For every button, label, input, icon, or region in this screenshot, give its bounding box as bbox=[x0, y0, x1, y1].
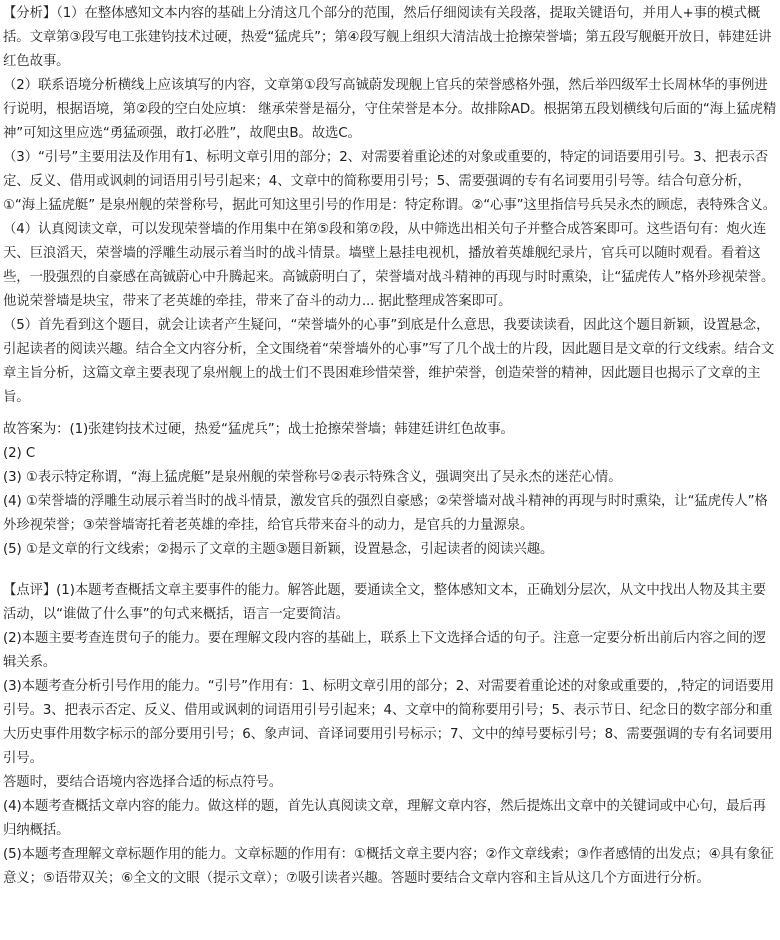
analysis-section bbox=[3, 2, 777, 410]
section-spacer bbox=[3, 410, 777, 418]
answer-line-2: (2) C bbox=[3, 446, 36, 461]
analysis-paragraph-2: （2）联系语境分析横线上应该填写的内容，文章第①段写高铖蔚发现舰上官兵的荣誉感格外强，然后举四级军士长周林华的事例进行说明，根据语境，第②段的空白处应填： 继承荣誉是福分，守住荣誉是本分。故排除AD。根据第五段划横线句后面的“海上猛虎精神”可知这里应选“勇猛顽强，敢打必胜”，故爬虫B。故选C。 bbox=[3, 78, 777, 141]
answer-line-3: (3) ①表示特定称谓，“海上猛虎艇”是泉州舰的荣誉称号②表示特殊含义，强调突出了吴永杰的迷茫心情。 bbox=[3, 470, 622, 485]
answer-line-4: (4) ①荣誉墙的浮雕生动展示着当时的战斗情景，激发官兵的强烈自豪感；②荣誉墙对战斗精神的再现与时时熏染，让“猛虎传人”格外珍视荣誉；③荣誉墙寄托着老英雄的牵挂，给官兵带来奋斗的动力，是官兵的力量源泉。 bbox=[3, 494, 768, 533]
analysis-paragraph-3: （3）“引号”主要用法及作用有1、标明文章引用的部分；2、对需要着重论述的对象或重要的，特定的词语要用引号。3、把表示否定、反义、借用或讽刺的词语用引号引起来；4、文章中的简称要用引号；5、需要强调的专有名词要用引号等。结合句意分析，①“海上猛虎艇” 是泉州舰的荣誉称号，据此可知这里引号的作用是：特定称谓。②“心事”这里指信号兵吴永杰的顾虑，表特殊含义。 bbox=[3, 150, 777, 213]
answer-line-5: (5) ①是文章的行文线索；②揭示了文章的主题③题目新颖，设置悬念，引起读者的阅读兴趣。 bbox=[3, 542, 554, 557]
analysis-paragraph-4: （4）认真阅读文章，可以发现荣誉墙的作用集中在第⑤段和第⑦段，从中筛选出相关句子并整合成答案即可。这些语句有：炮火连天、巨浪滔天，荣誉墙的浮雕生动展示着当时的战斗情景。墙壁上悬挂电视机，播放着英雄舰纪录片，官兵可以随时观看。看着这些，一股强烈的自豪感在高铖蔚心中升腾起来。高铖蔚明白了，荣誉墙对战斗精神的再现与时时熏染，让“猛虎传人”格外珍视荣誉。他说荣誉墙是块宝，带来了老英雄的牵挂，带来了奋斗的动力... 据此整理成答案即可。 bbox=[3, 222, 775, 309]
comment-paragraph-2: (2)本题主要考查连贯句子的能力。要在理解文段内容的基础上，联系上下文选择合适的句子。注意一定要分析出前后内容之间的逻辑关系。 bbox=[3, 631, 766, 670]
answers-section bbox=[3, 418, 777, 562]
analysis-paragraph-5: （5）首先看到这个题目，就会让读者产生疑问，“荣誉墙外的心事”到底是什么意思，我要读读看，因此这个题目新颖，设置悬念，引起读者的阅读兴趣。结合全文内容分析，全文围绕着“荣誉墙外的心事”写了几个战士的片段，因此题目是文章的行文线索。结合文章主旨分析，这篇文章主要表现了泉州舰上的战士们不畏困难珍惜荣誉，维护荣誉，创造荣誉的精神，因此题目也揭示了文章的主旨。 bbox=[3, 318, 775, 405]
comment-paragraph-4: 答题时，要结合语境内容选择合适的标点符号。 bbox=[3, 775, 283, 790]
comment-paragraph-3: (3)本题考查分析引号作用的能力。“引号”作用有：1、标明文章引用的部分；2、对需要着重论述的对象或重要的，,特定的词语要用引号。3、把表示否定、反义、借用或讽刺的词语用引号引起来；4、文章中的简称要用引号；5、表示节日、纪念日的数字部分和重大历史事件用数字标示的部分要用引号；6、象声词、音译词要用引号标示；7、文中的绰号要标引号；8、需要强调的专有名词要用引号。 bbox=[3, 679, 775, 766]
answer-line-1: 故答案为：(1)张建钧技术过硬，热爱“猛虎兵”；战士抢擦荣誉墙；韩建廷讲红色故事。 bbox=[3, 422, 514, 437]
comment-paragraph-1: 【点评】(1)本题考查概括文章主要事件的能力。解答此题，要通读全文，整体感知文本，正确划分层次，从文中找出人物及其主要活动，以“谁做了什么事”的句式来概括，语言一定要简洁。 bbox=[3, 583, 766, 622]
comment-paragraph-6: (5)本题考查理解文章标题作用的能力。文章标题的作用有：①概括文章主要内容；②作文章线索；③作者感情的出发点；④具有象征意义；⑤语带双关；⑥全文的文眼（提示文章）；⑦吸引读者兴趣。答题时要结合文章内容和主旨从这几个方面进行分析。 bbox=[3, 847, 774, 886]
comment-paragraph-5: (4)本题考查概括文章内容的能力。做这样的题，首先认真阅读文章，理解文章内容，然后提炼出文章中的关键词或中心句，最后再归纳概括。 bbox=[3, 799, 766, 838]
analysis-paragraph-1: 【分析】（1）在整体感知文本内容的基础上分清这几个部分的范围，然后仔细阅读有关段落，提取关键语句，并用人+事的模式概括。文章第③段写电工张建钧技术过硬，热爱“猛虎兵”；第④段写舰上组织大清洁战士抢擦荣誉墙；第五段写舰艇开放日，韩建廷讲红色故事。 bbox=[3, 6, 772, 69]
comments-section bbox=[3, 579, 777, 891]
section-spacer bbox=[3, 562, 777, 579]
